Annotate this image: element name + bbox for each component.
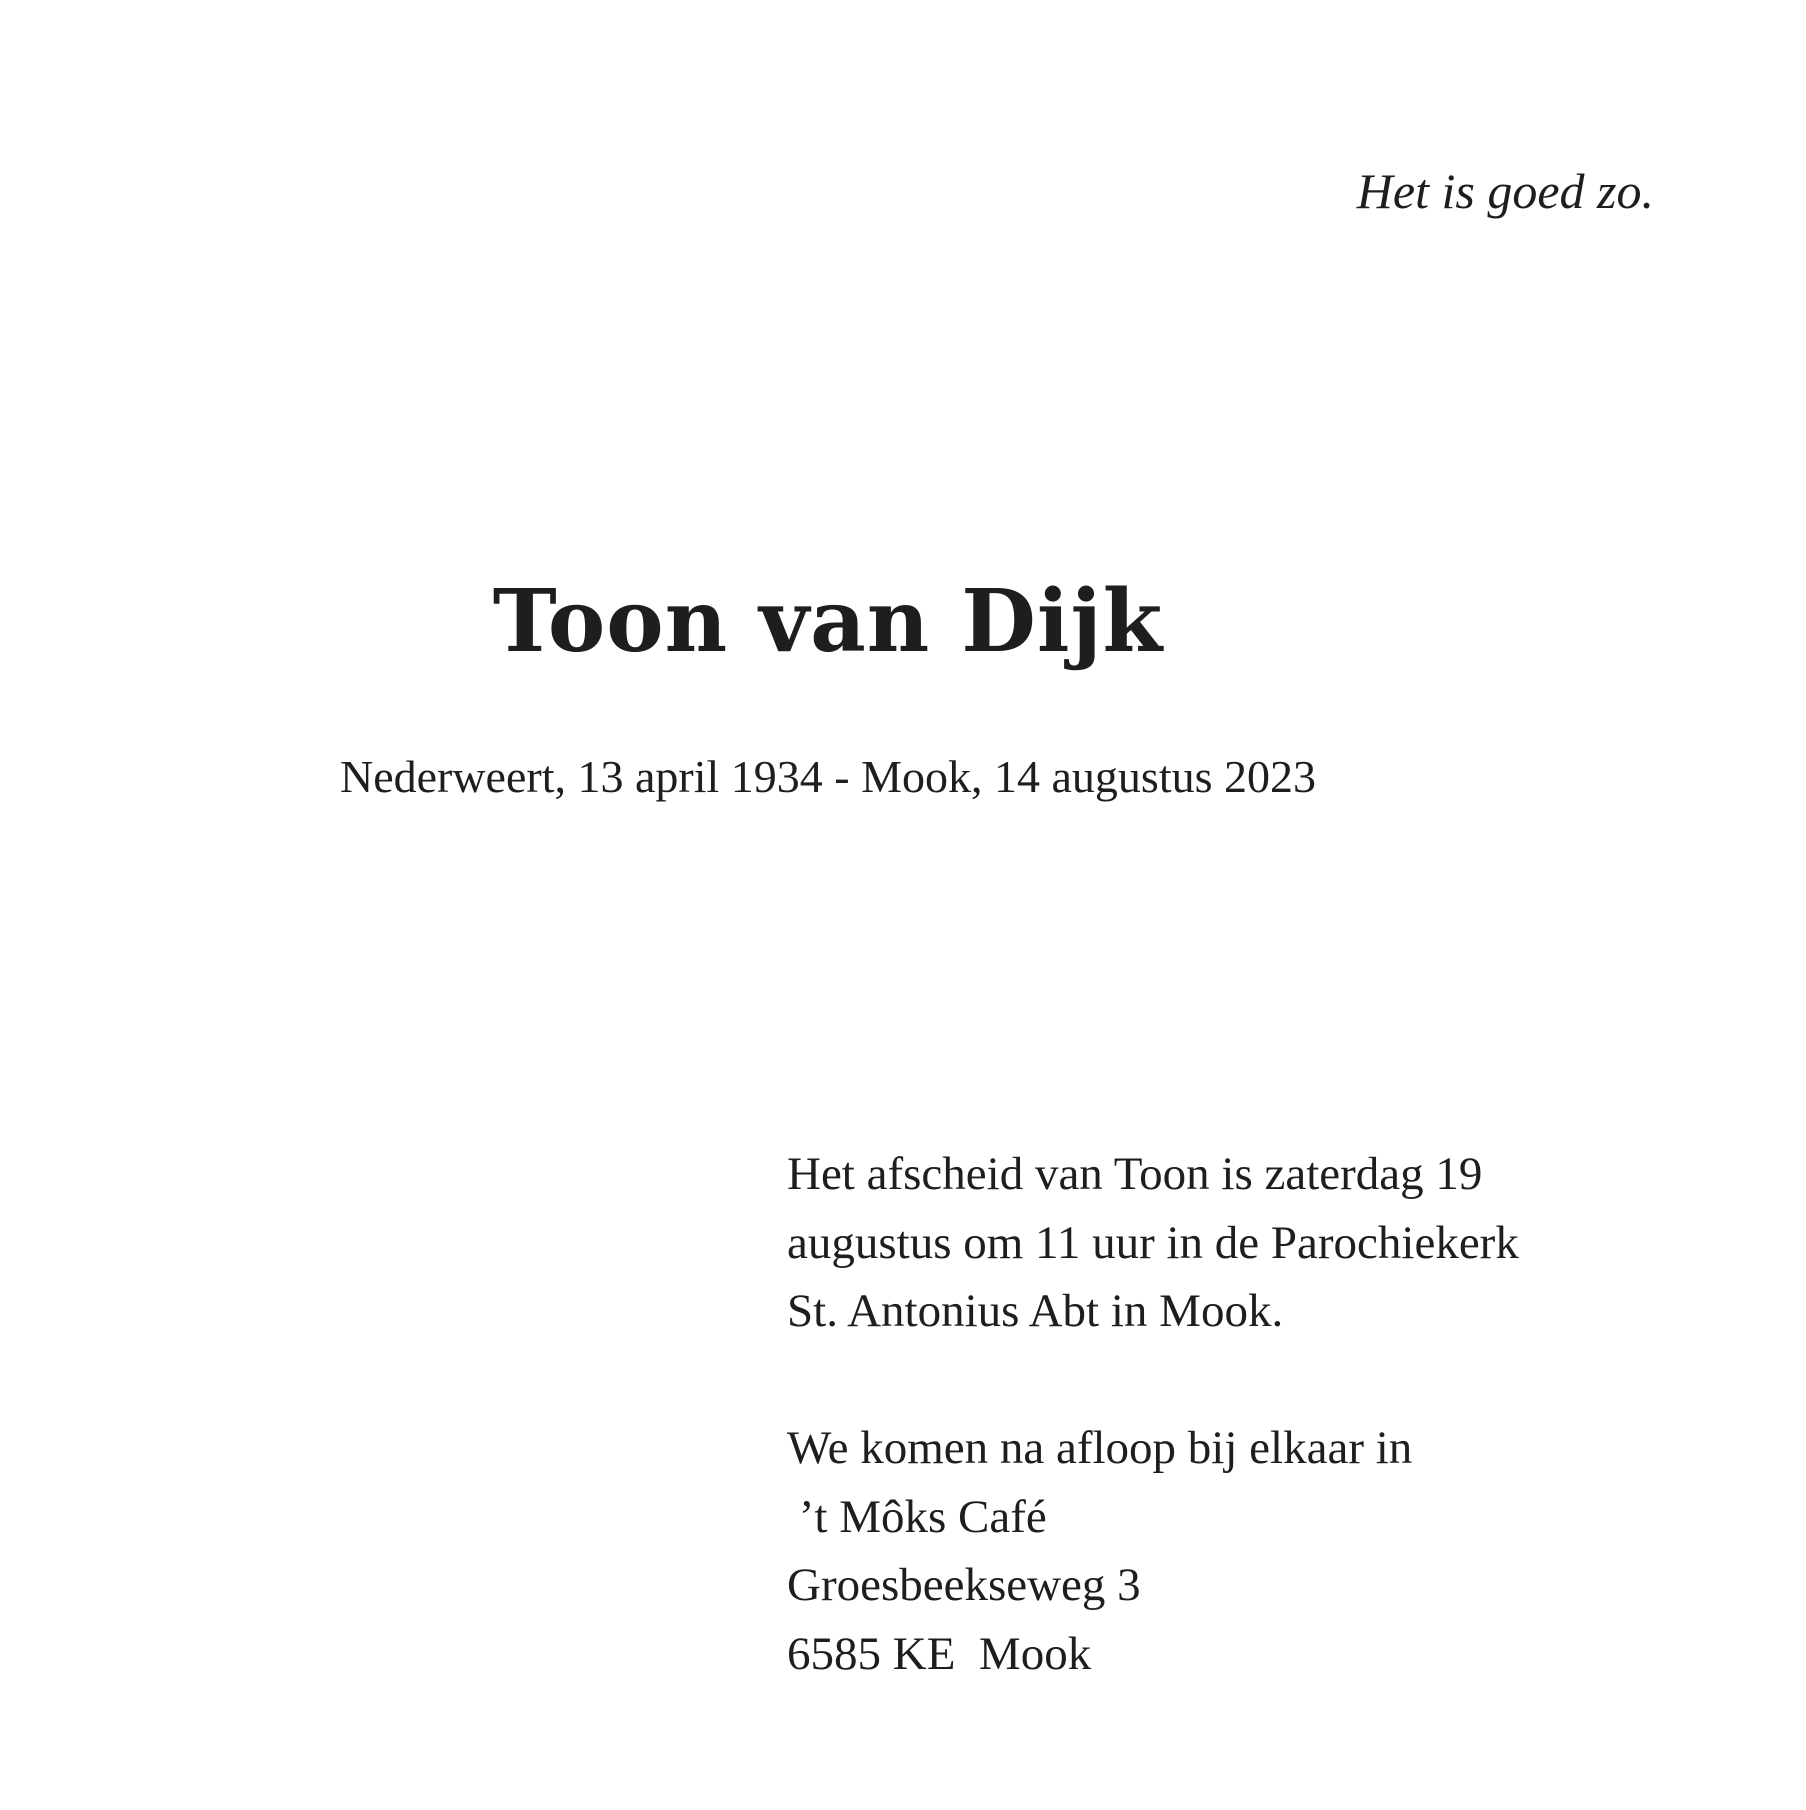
- gathering-line: We komen na afloop bij elkaar in: [787, 1422, 1413, 1474]
- farewell-line: augustus om 11 uur in de Parochiekerk: [787, 1216, 1519, 1269]
- farewell-line: Het afscheid van Toon is zaterdag 19: [787, 1148, 1483, 1200]
- funeral-details: [787, 1140, 1687, 1688]
- motto-text: Het is goed zo.: [1356, 163, 1654, 219]
- venue-postal-city: 6585 KE Mook: [787, 1627, 1092, 1680]
- deceased-name: Toon van Dijk: [492, 571, 1164, 672]
- venue-street: Groesbeekseweg 3: [787, 1559, 1141, 1611]
- venue-name: ʼt Môks Café: [787, 1490, 1047, 1543]
- birth-death-dates: Nederweert, 13 april 1934 - Mook, 14 augustus 2023: [339, 751, 1317, 802]
- paragraph-spacer: [787, 1346, 1687, 1415]
- farewell-line: St. Antonius Abt in Mook.: [787, 1285, 1284, 1337]
